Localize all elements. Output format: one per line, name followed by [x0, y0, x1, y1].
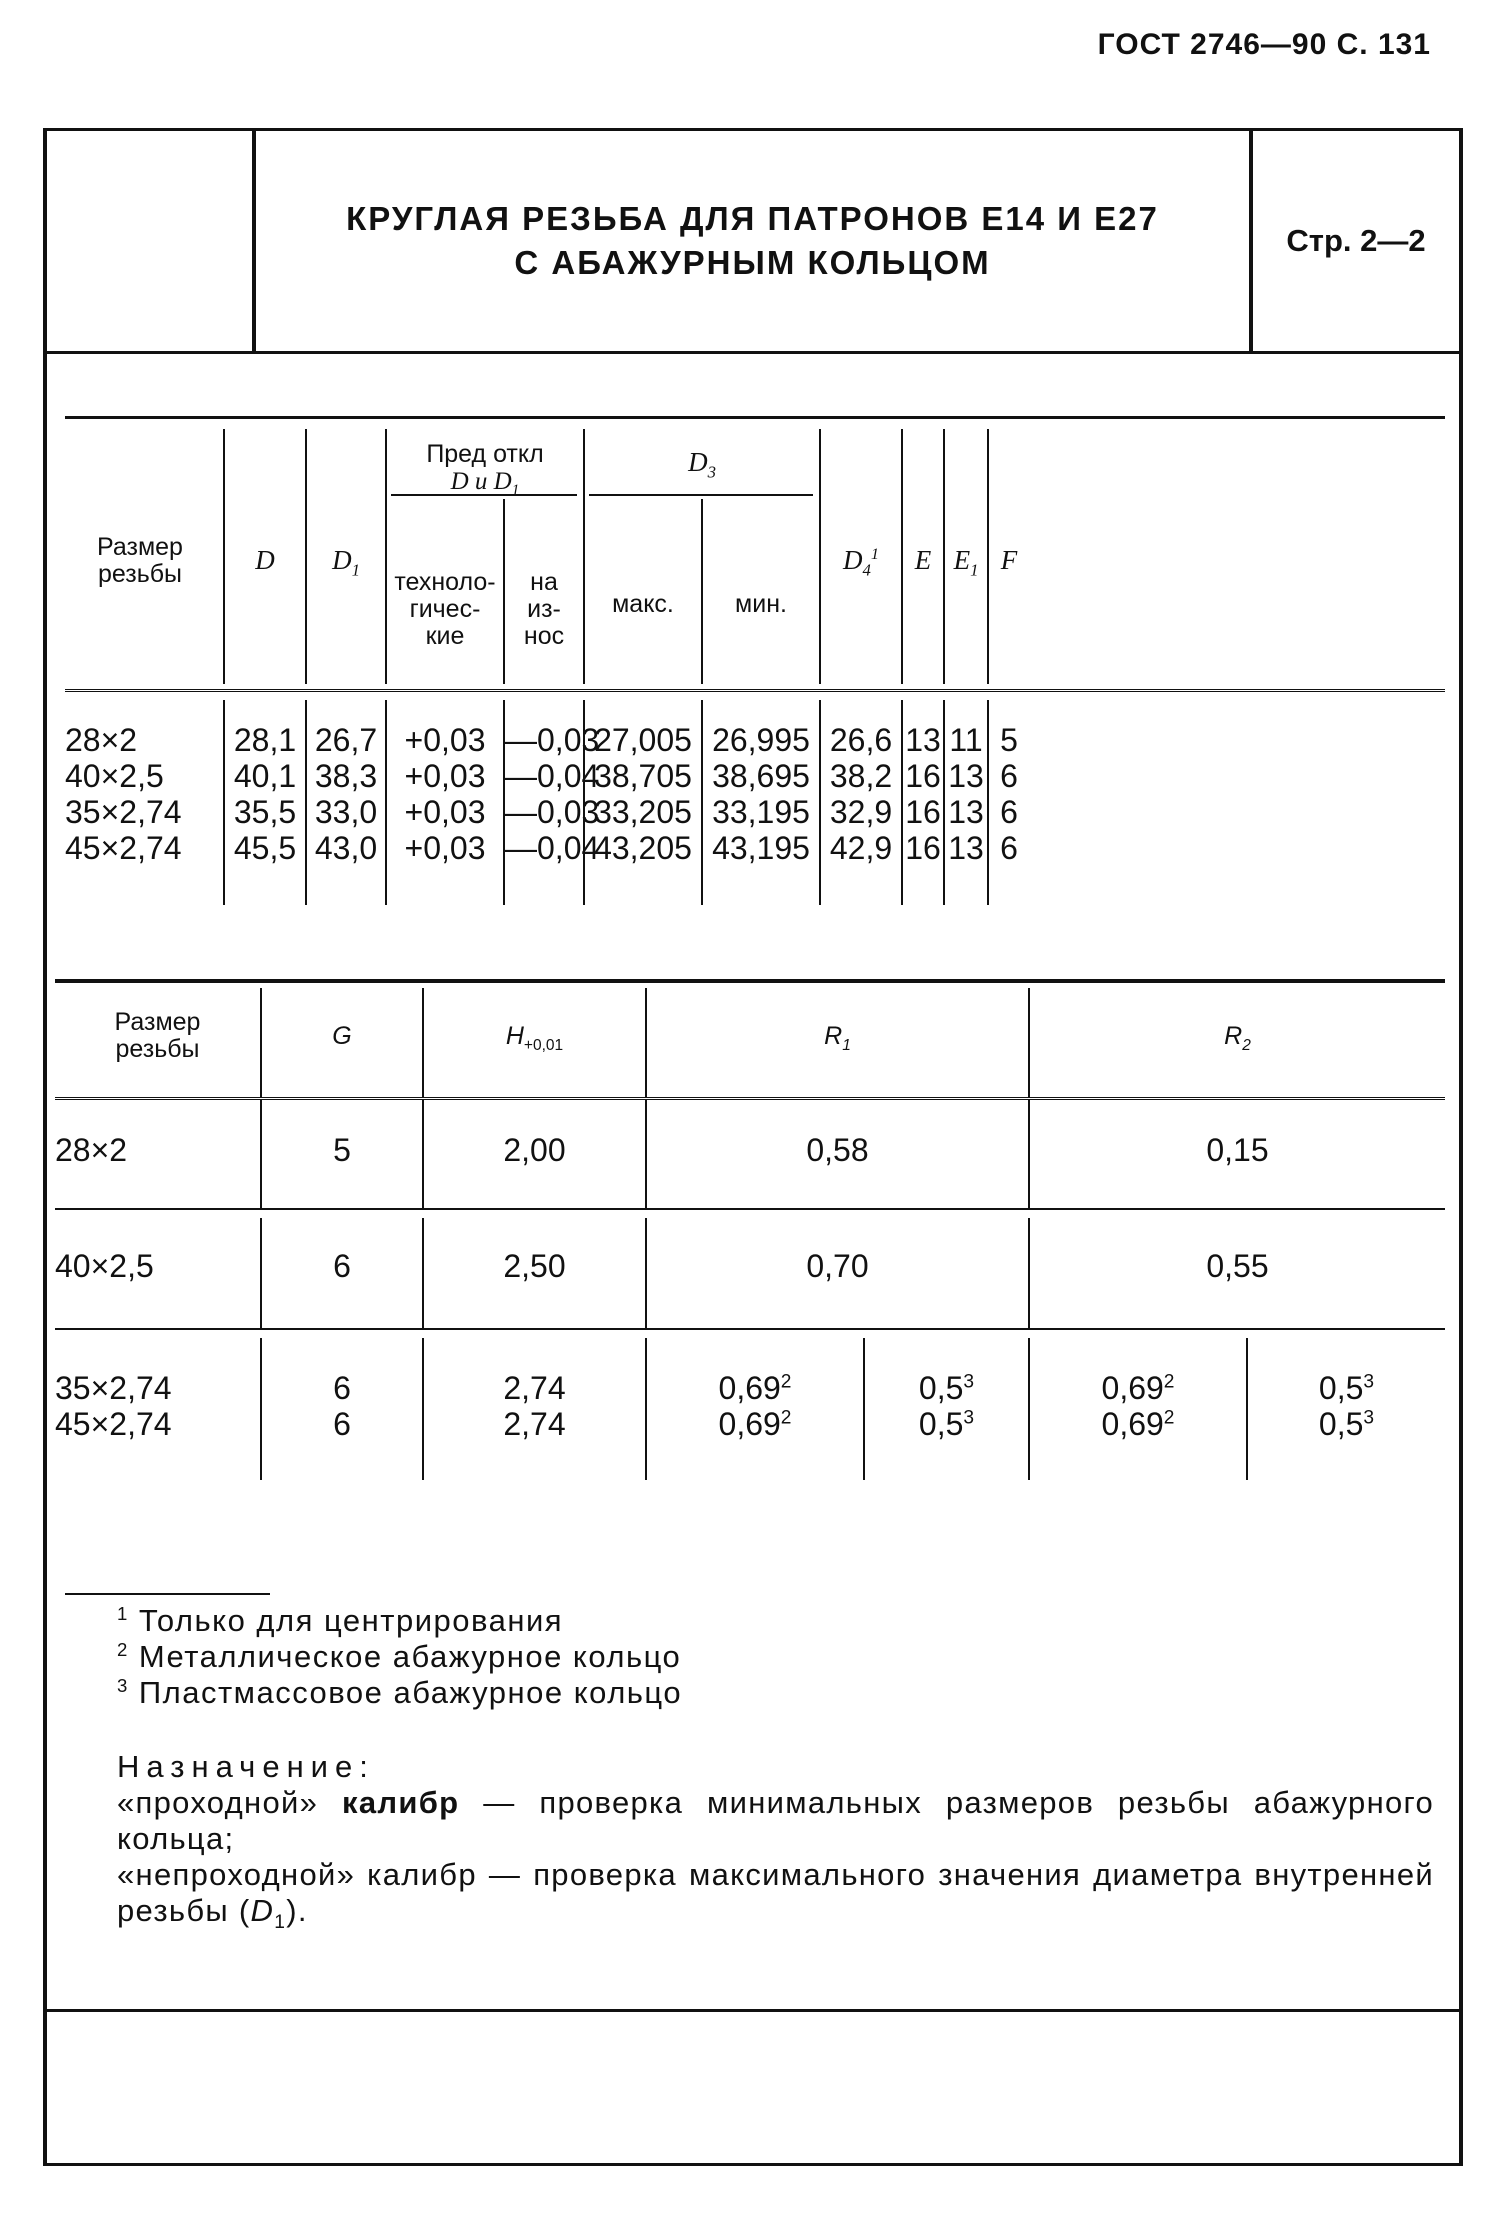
- header-R2: $R_2$: [1224, 1022, 1251, 1054]
- title-block: [47, 131, 1459, 354]
- header-D3: $D_3$: [688, 447, 716, 482]
- table-2-header: [55, 983, 1445, 1100]
- column-E1: 11 13 13 13: [948, 722, 984, 866]
- header-D4: $D_4^1$: [843, 545, 879, 580]
- footnote-3: $^3$ Пластмассовое абажурное кольцо: [117, 1674, 683, 1710]
- sheet-title-line-2: С АБАЖУРНЫМ КОЛЬЦОМ: [514, 244, 991, 281]
- purpose-heading: Назначение:: [117, 1749, 375, 1784]
- dimensions-table-2: [55, 979, 1445, 1480]
- dimensions-table-1: [65, 416, 1445, 907]
- column-min: 26,995 38,695 33,195 43,195: [712, 722, 810, 866]
- footnote-2: $^2$ Металлическое абажурное кольцо: [117, 1638, 682, 1674]
- header-D1: $D_1$: [332, 545, 360, 580]
- footnotes: [117, 1603, 682, 1711]
- header-E1: $E_1$: [953, 545, 979, 580]
- column-technological: +0,03 +0,03 +0,03 +0,03: [404, 722, 486, 866]
- header-tolerance-group: Пред откл D и $D_1$: [426, 440, 544, 499]
- purpose-go-gauge: «проходной» калибр — проверка минимальных размеров резьбы абажурного кольца;: [117, 1785, 1434, 1856]
- footnote-1: $^1$ Только для центрирования: [117, 1602, 564, 1638]
- header-E: E: [914, 545, 932, 575]
- sheet-page-label: Стр. 2—2: [1249, 131, 1459, 351]
- column-D: 28,1 40,1 35,5 45,5: [233, 722, 297, 866]
- column-F: 5 6 6 6: [1000, 722, 1018, 866]
- header-technological: техноло- гичес- кие: [394, 568, 496, 650]
- bottom-rule: [47, 2009, 1459, 2012]
- table-1-header: [65, 419, 1445, 692]
- table-1-body: [65, 692, 1445, 907]
- header-min: мин.: [735, 590, 787, 618]
- table-row: 28×2: [65, 722, 138, 758]
- header-R1: $R_1$: [824, 1022, 851, 1054]
- footnote-rule: [65, 1593, 270, 1595]
- column-E: 13 16 16 16: [905, 722, 941, 866]
- header-G: G: [332, 1022, 352, 1050]
- header-wear: на из- нос: [523, 568, 565, 650]
- column-size: 28×2 40×2,5 35×2,74 45×2,74: [65, 722, 215, 866]
- header-F: F: [1000, 545, 1018, 575]
- sheet-title: [256, 131, 1249, 351]
- purpose-section: [117, 1749, 1434, 1934]
- title-left-cell: [47, 131, 256, 351]
- header-thread-size: Размер резьбы: [97, 533, 183, 588]
- column-D4: 26,6 38,2 32,9 42,9: [829, 722, 893, 866]
- sheet-title-line-1: КРУГЛАЯ РЕЗЬБА ДЛЯ ПАТРОНОВ Е14 И Е27: [346, 200, 1159, 237]
- purpose-nogo-gauge: «непроходной» калибр — проверка максимального значения диаметра внутренней резьбы $(D_1)$.: [117, 1857, 1434, 1934]
- column-max: 27,005 38,705 33,205 43,205: [594, 722, 692, 866]
- table-row: 40×2,5 6 2,50 0,70 0,55: [55, 1210, 1445, 1330]
- header-D: D: [255, 545, 275, 575]
- header-max: макс.: [612, 590, 674, 618]
- page-frame: [43, 128, 1463, 2166]
- header-H: $H_{+0,01}$: [505, 1022, 564, 1054]
- table-row: 35×2,74 45×2,74 6 6 2,74 2,74 0,69$^2$ 0,69$^2$ $0,5^3$ $0,5^3$ 0,69$^2$ 0,69$^2$ $0,5^3$ $0,5^3$: [55, 1330, 1445, 1480]
- table-row: 28×2 5 2,00 0,58 0,15: [55, 1100, 1445, 1210]
- column-wear: —0,03 —0,04 —0,03 —0,04: [505, 722, 600, 866]
- document-reference: ГОСТ 2746—90 С. 131: [1097, 28, 1431, 61]
- header-thread-size-2: Размер резьбы: [114, 1008, 201, 1063]
- column-D1: 26,7 38,3 33,0 43,0: [314, 722, 378, 866]
